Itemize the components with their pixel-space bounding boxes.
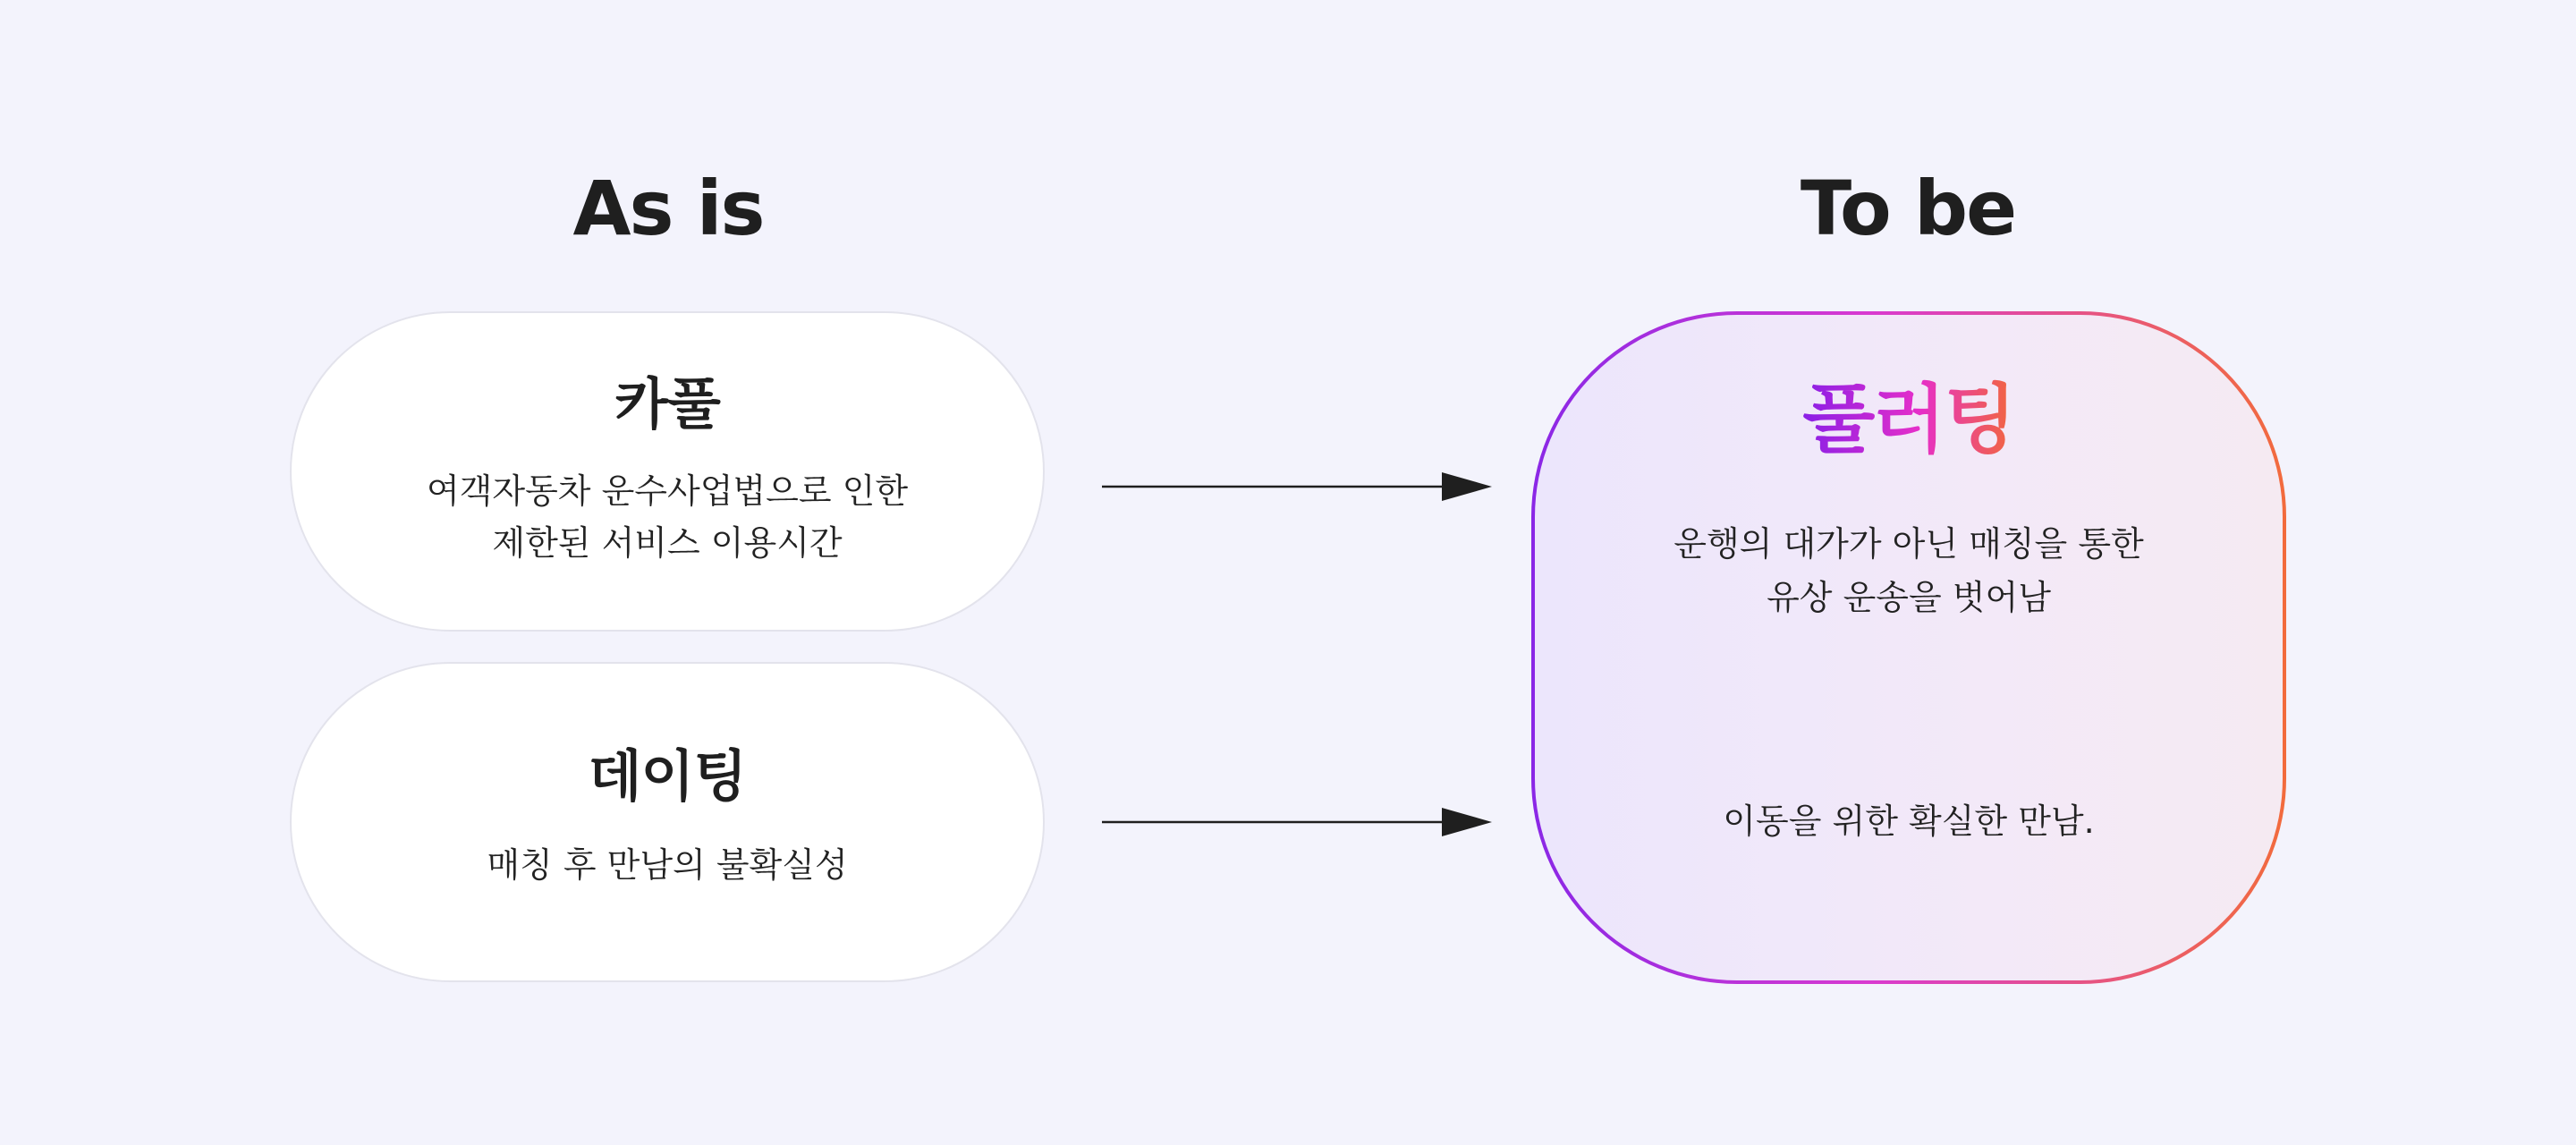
as-is-card-dating: [290, 662, 1045, 982]
to-be-tagline: 이동을 위한 확실한 만남.: [1723, 802, 2095, 841]
carpool-description-line-2: 제한된 서비스 이용시간: [492, 523, 843, 563]
carpool-description-line-1: 여객자동차 운수사업법으로 인한: [426, 471, 909, 511]
to-be-card: [1531, 311, 2286, 984]
arrow-right-icon: [1102, 804, 1492, 840]
arrow-head: [1442, 808, 1492, 836]
to-be-description-line-1: 운행의 대가가 아닌 매칭을 통한: [1674, 524, 2144, 564]
to-be-card-inner: [1535, 315, 2283, 980]
arrow-head: [1442, 472, 1492, 501]
to-be-description-line-2: 유상 운송을 벗어남: [1767, 578, 2051, 617]
carpool-title: 카풀: [614, 371, 720, 437]
to-be-title-text: 풀러팅: [1802, 376, 2015, 463]
to-be-heading: To be: [1800, 165, 2016, 252]
dating-description-line-1: 매칭 후 만남의 불확실성: [487, 845, 848, 885]
as-is-card-carpool: [290, 311, 1045, 632]
dating-title: 데이팅: [588, 743, 747, 809]
arrow-right-icon: [1102, 469, 1492, 505]
to-be-title: [1535, 370, 2283, 469]
as-is-heading: As is: [572, 165, 764, 252]
